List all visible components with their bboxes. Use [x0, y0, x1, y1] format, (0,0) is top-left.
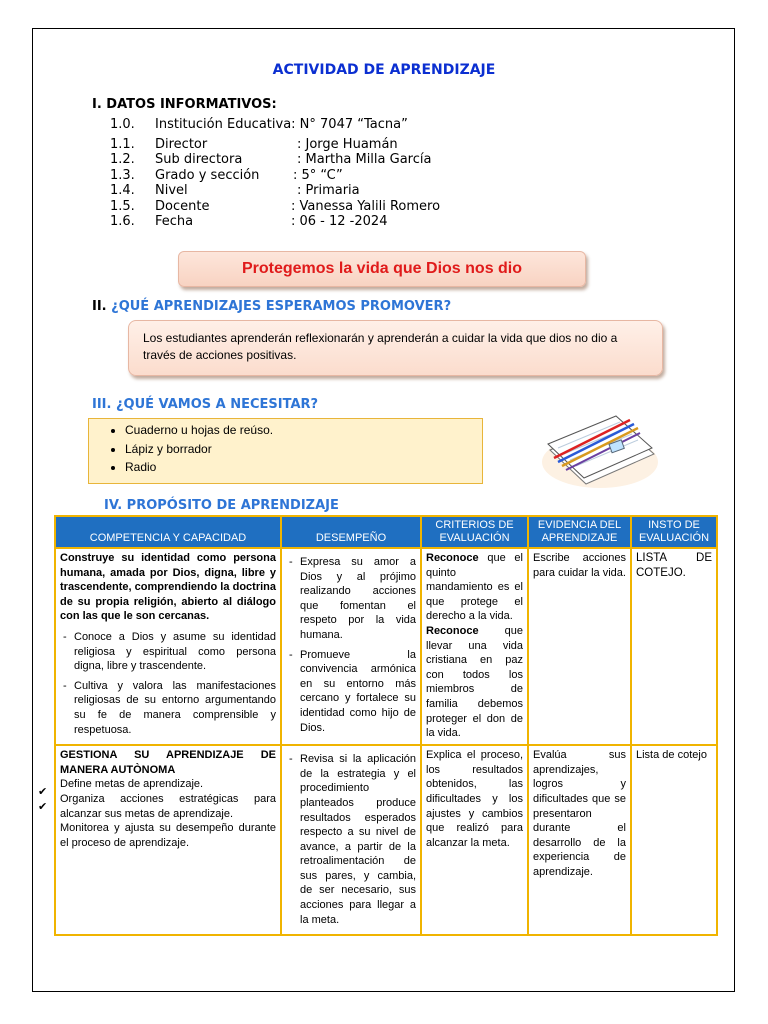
check-icon: ✔ [38, 799, 48, 813]
info-row-docente: 1.5. Docente : Vanessa Yalili Romero [110, 199, 441, 214]
desempeno-item: - Promueve la convivencia armónica en su entorno más cercano y fortalece su identidad como hijo de Dios. [300, 648, 416, 736]
check-icon: ✔ [38, 785, 48, 798]
section-aprendizajes-heading: II. ¿QUÉ APRENDIZAJES ESPERAMOS PROMOVER? [92, 299, 452, 314]
material-item: • Lápiz y borrador [125, 440, 482, 459]
table-row [55, 745, 717, 935]
instrumento-cell: Lista de cotejo [631, 745, 717, 935]
checkmarks [38, 785, 47, 814]
header-instrumento: INSTO DE EVALUACIÓN [631, 516, 717, 548]
competencia-title: Construye su identidad como persona humana, amada por Dios, digna, libre y trascendente, comprendiendo la doctrina de su propia religión, abierto al diálogo con las que le son cercanas. [60, 552, 276, 623]
criterio-item: Reconoce que llevar una vida cristiana en paz con todos los miembros de familia debemos proteger el don de la vida. [426, 624, 523, 740]
criterio-item: Reconoce que el quinto mandamiento es el que protege el derecho a la vida. [426, 552, 523, 623]
capacidad-item: - Conoce a Dios y asume su identidad religiosa y espiritual como persona digna, libre y trascendente. [74, 630, 276, 674]
info-row-institucion: 1.0. Institución Educativa: N° 7047 “Tacna” [110, 117, 408, 132]
capacidad-item: Define metas de aprendizaje. [60, 778, 204, 791]
competencia-title: GESTIONA SU APRENDIZAJE DE MANERA AUTÒNOMA [60, 749, 276, 776]
desempeno-item: - Revisa si la aplicación de la estrategia y el procedimiento planteados produce resultados esperados respecto a su nivel de avance, a partir de la retroalimentación de sus pares, y cambia, de ser necesario, sus acciones para llegar a la meta. [300, 752, 416, 927]
competencia-cell [55, 548, 281, 745]
criterio-cell [421, 548, 528, 745]
info-row-grado: 1.3. Grado y sección : 5° “C” [110, 168, 343, 183]
notebook-pencils-icon [536, 400, 660, 492]
learning-goal-box: Los estudiantes aprenderán reflexionarán y aprenderán a cuidar la vida que dios no dio a través de acciones positivas. [128, 320, 663, 376]
info-row-fecha: 1.6. Fecha : 06 - 12 -2024 [110, 214, 388, 229]
capacidad-item: Monitorea y ajusta su desempeño durante el proceso de aprendizaje. [60, 822, 276, 849]
section-necesitar-heading: III. ¿QUÉ VAMOS A NECESITAR? [92, 397, 319, 412]
activity-title-banner: Protegemos la vida que Dios nos dio [178, 251, 586, 287]
header-criterios: CRITERIOS DE EVALUACIÓN [421, 516, 528, 548]
section-datos-heading: I. DATOS INFORMATIVOS: [92, 97, 277, 112]
capacidad-item: Organiza acciones estratégicas para alcanzar sus metas de aprendizaje. [60, 792, 276, 820]
page-title: ACTIVIDAD DE APRENDIZAJE [272, 62, 496, 78]
section-proposito-heading: IV. PROPÓSITO DE APRENDIZAJE [104, 498, 339, 513]
table-row [55, 548, 717, 745]
table-header-row [55, 516, 717, 548]
info-row-nivel: 1.4. Nivel : Primaria [110, 183, 360, 198]
desempeno-item: - Expresa su amor a Dios y al prójimo realizando acciones que fomentan el respeto por la vida humana. [300, 555, 416, 643]
info-row-subdirectora: 1.2. Sub directora : Martha Milla García [110, 152, 432, 167]
desempeno-cell [281, 745, 421, 935]
evidencia-cell: Escribe acciones para cuidar la vida. [528, 548, 631, 745]
header-desempeno: DESEMPEÑO [281, 516, 421, 548]
materials-box [88, 418, 483, 484]
evidencia-cell: Evalúa sus aprendizajes, logros y dificultades que se presentaron durante el desarrollo de la experiencia de aprendizaje. [528, 745, 631, 935]
criterio-cell: Explica el proceso, los resultados obtenidos, las dificultades y los ajustes y cambios que realizó para alcanzar la meta. [421, 745, 528, 935]
header-competencia: COMPETENCIA Y CAPACIDAD [55, 516, 281, 548]
material-item: • Radio [125, 458, 482, 477]
header-evidencia: EVIDENCIA DEL APRENDIZAJE [528, 516, 631, 548]
capacidad-item: - Cultiva y valora las manifestaciones religiosas de su entorno argumentando su fe de manera comprensible y respetuosa. [74, 679, 276, 737]
instrumento-cell: LISTA DE COTEJO. [631, 548, 717, 745]
desempeno-cell [281, 548, 421, 745]
info-row-director: 1.1. Director : Jorge Huamán [110, 137, 398, 152]
material-item: • Cuaderno u hojas de reúso. [125, 421, 482, 440]
purpose-table [54, 515, 718, 936]
competencia-cell [55, 745, 281, 935]
